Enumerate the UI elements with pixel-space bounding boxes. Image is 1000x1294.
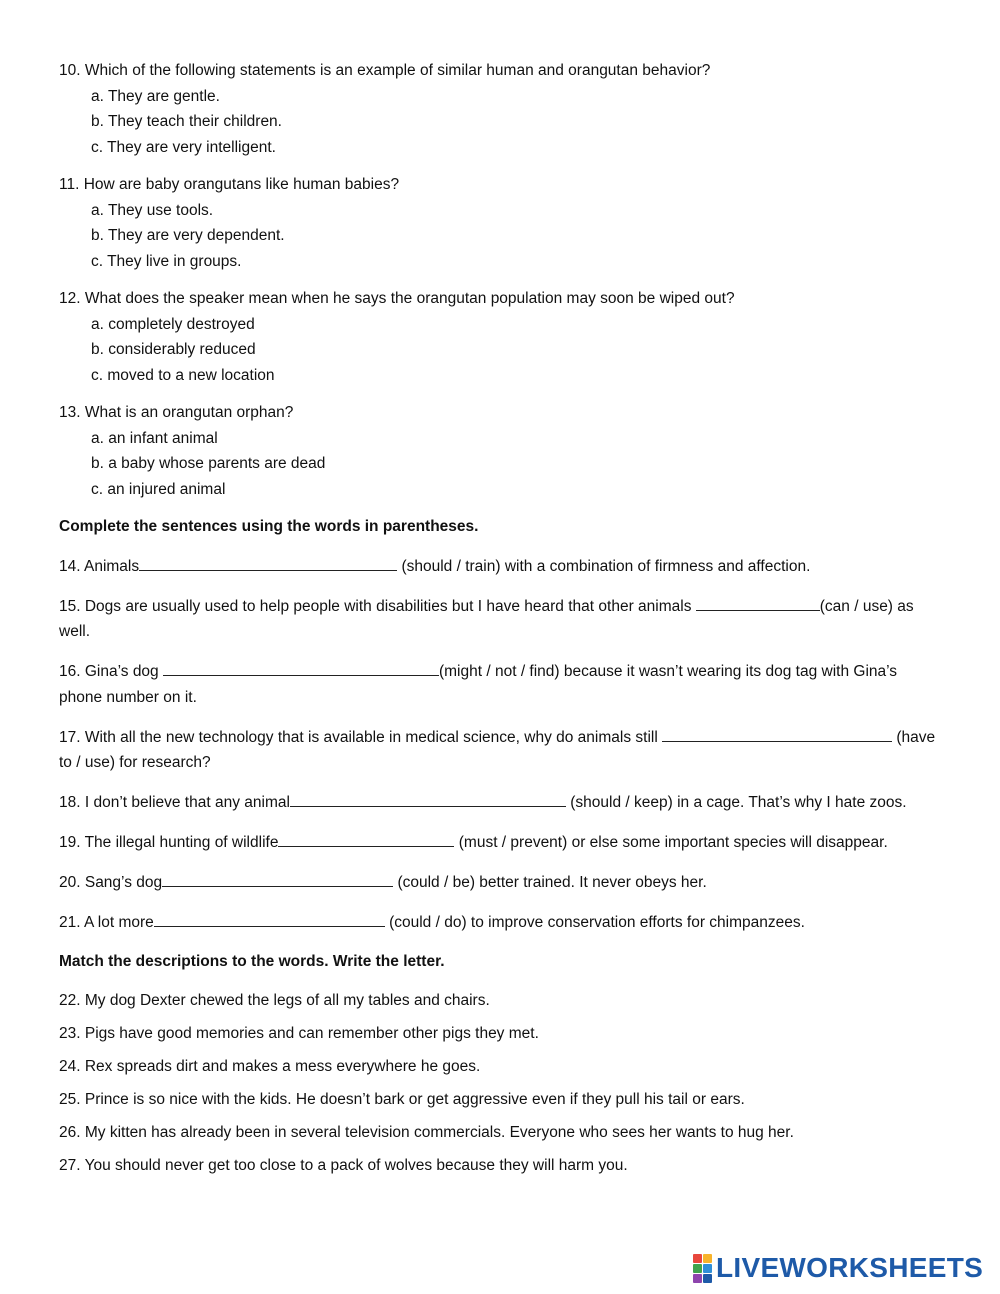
fill-item-21 [59,909,944,936]
logo-block [703,1254,712,1263]
sentence-start: 17. With all the new technology that is available in medical science, why do animals still [59,728,663,746]
sentence-start: 14. Animals [59,557,140,575]
question-text: 12. What does the speaker mean when he says the orangutan population may soon be wiped out? [59,290,735,307]
fill-item-16 [59,658,944,710]
option-a: a. completely destroyed [91,315,255,333]
sentence-start: 16. Gina’s dog [59,663,163,680]
logo-block [703,1264,712,1273]
sentence-end: (must / prevent) or else some important species will disappear. [454,834,888,851]
fill-item-15 [59,593,944,645]
option-b: b. They are very dependent. [91,227,285,244]
logo-block [693,1254,702,1263]
option-a: a. They use tools. [91,201,214,219]
logo-block [703,1274,712,1283]
match-item-27: 27. You should never get too close to a pack of wolves because they will harm you. [59,1156,628,1174]
logo-block [693,1274,702,1283]
sentence-end: (should / train) with a combination of firmness and affection. [397,557,811,575]
option-a: a. an infant animal [91,429,218,447]
match-item-25: 25. Prince is so nice with the kids. He doesn’t bark or get aggressive even if they pull his tail or ears. [59,1090,745,1108]
option-b: b. a baby whose parents are dead [91,455,326,472]
sentence-start: 21. A lot more [59,914,154,931]
sentence-end: (have to / use) for research? [59,728,936,771]
question-11 [59,172,944,274]
fill-item-20 [59,869,944,896]
option-c: c. They are very intelligent. [91,138,276,156]
sentence-start: 20. Sang’s dog [59,874,163,891]
sentence-end: (might / not / find) because it wasn’t wearing its dog tag with Gina’s phone number on it. [59,663,898,706]
fill-item-18 [59,789,944,816]
question-10 [59,58,944,160]
sentence-end: (could / be) better trained. It never obeys her. [393,874,707,891]
sentence-end: (should / keep) in a cage. That’s why I hate zoos. [565,794,907,811]
sentence-end: (could / do) to improve conservation efforts for chimpanzees. [384,914,805,931]
question-12 [59,286,944,388]
answer-blank-18[interactable] [290,789,566,807]
logo-text: LIVEWORKSHEETS [716,1252,984,1283]
match-item-22: 22. My dog Dexter chewed the legs of all my tables and chairs. [59,991,490,1009]
answer-blank-14[interactable] [139,553,397,571]
answer-blank-20[interactable] [162,869,393,887]
option-c: c. moved to a new location [91,366,275,384]
answer-blank-15[interactable] [696,593,820,611]
sentence-start: 18. I don’t believe that any animal [59,794,290,811]
answer-blank-19[interactable] [278,829,454,847]
match-item-23: 23. Pigs have good memories and can remember other pigs they met. [59,1024,539,1042]
answer-blank-17[interactable] [662,724,892,742]
answer-blank-21[interactable] [154,909,385,927]
section-heading-complete: Complete the sentences using the words in parentheses. [59,518,479,535]
question-text: 10. Which of the following statements is an example of similar human and orangutan behavior? [59,62,711,79]
match-item-24: 24. Rex spreads dirt and makes a mess everywhere he goes. [59,1057,481,1075]
match-item-26: 26. My kitten has already been in several television commercials. Everyone who sees her wants to hug her. [59,1123,794,1141]
fill-item-19 [59,829,944,856]
option-a: a. They are gentle. [91,87,220,105]
option-c: c. They live in groups. [91,252,242,270]
logo-block [693,1264,702,1273]
question-13 [59,400,944,502]
option-b: b. considerably reduced [91,341,256,358]
question-text: 13. What is an orangutan orphan? [59,404,294,421]
question-text: 11. How are baby orangutans like human babies? [59,176,400,193]
option-c: c. an injured animal [91,480,226,498]
worksheet-page [59,58,944,1186]
liveworksheets-logo [693,1252,983,1284]
fill-item-14 [59,553,944,580]
answer-blank-16[interactable] [163,658,439,676]
option-b: b. They teach their children. [91,113,282,130]
sentence-start: 19. The illegal hunting of wildlife [59,834,279,851]
liveworksheets-logo-icon [693,1254,712,1283]
sentence-end: (can / use) as well. [59,597,914,640]
sentence-start: 15. Dogs are usually used to help people with disabilities but I have heard that other animals [59,597,696,615]
section-heading-match: Match the descriptions to the words. Write the letter. [59,953,445,970]
fill-item-17 [59,724,944,776]
